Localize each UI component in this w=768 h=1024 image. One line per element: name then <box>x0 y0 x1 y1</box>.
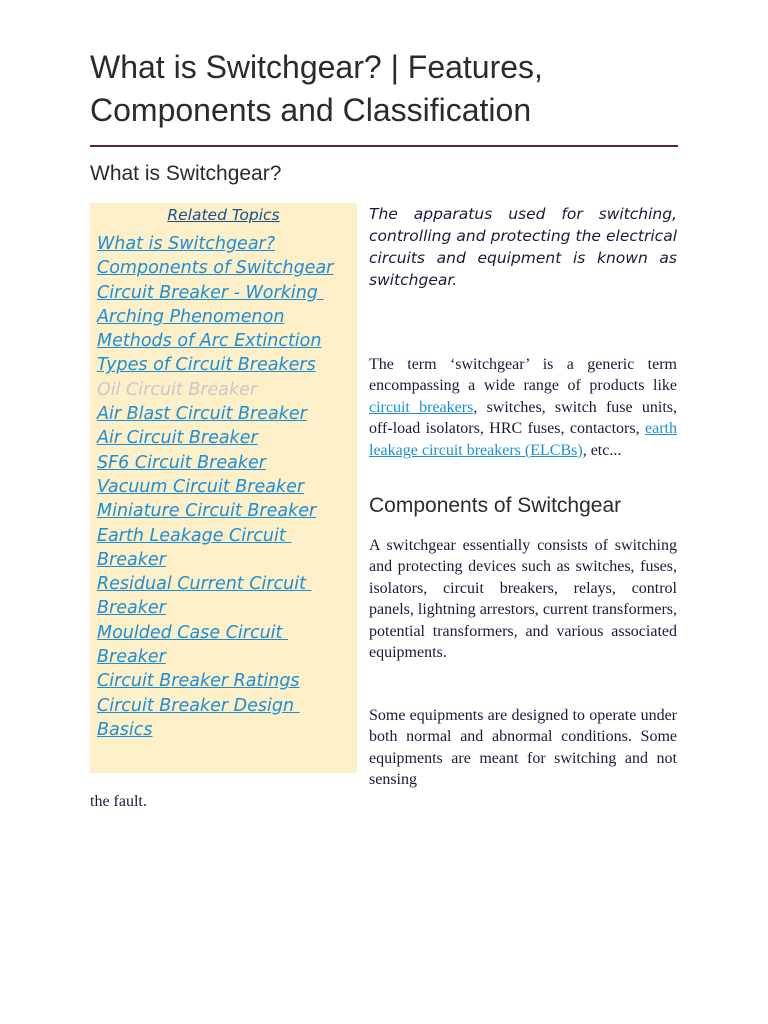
related-link-circuit-breaker-working[interactable]: Circuit Breaker - Working <box>97 282 324 303</box>
related-link-what-is-switchgear[interactable]: What is Switchgear? <box>97 234 276 254</box>
related-link-methods-of-arc-extinction[interactable]: Methods of Arc Extinction <box>97 331 322 352</box>
term-text-end: , etc... <box>582 441 622 459</box>
related-link-moulded-case-circuit-breaker[interactable]: Moulded Case Circuit Breaker <box>97 622 283 668</box>
term-text-middle: , switches, switch fuse units, off-load isolators, HRC fuses, contactors, <box>369 398 677 438</box>
components-paragraph: A switchgear essentially consists of switching and protecting devices such as switches, fuses, isolators, circuit breakers, relays, control panels, lightning arrestors, current transformers, potential transformers, and various associated equipments. <box>369 537 677 662</box>
term-text-start: The term ‘switchgear’ is a generic term encompassing a wide range of products like <box>369 356 677 395</box>
related-link-circuit-breaker-design-basics[interactable]: Circuit Breaker Design Basics <box>97 695 295 740</box>
related-topics-heading[interactable]: Related Topics <box>167 206 280 224</box>
related-link-sf6-circuit-breaker[interactable]: SF6 Circuit Breaker <box>97 452 266 473</box>
equipment-paragraph: Some equipments are designed to operate under both normal and abnormal conditions. Some equipments are meant for switching and not sensing <box>369 707 677 789</box>
related-link-oil-circuit-breaker: Oil Circuit Breaker <box>97 379 258 400</box>
term-paragraph <box>369 354 677 461</box>
components-heading: Components of Switchgear <box>369 494 622 517</box>
related-link-components-of-switchgear[interactable]: Components of Switchgear <box>97 258 334 279</box>
section-heading: What is Switchgear? <box>90 162 282 185</box>
related-link-arching-phenomenon[interactable]: Arching Phenomenon <box>97 306 285 327</box>
related-link-earth-leakage-circuit-breaker[interactable]: Earth Leakage Circuit Breaker <box>97 525 286 570</box>
intro-paragraph: The apparatus used for switching, controlling and protecting the electrical circuits and equipment is known as switchgear. <box>369 205 677 289</box>
title-divider <box>90 145 678 147</box>
page-title: What is Switchgear? | Features, Components and Classification <box>90 49 543 128</box>
related-link-circuit-breaker-ratings[interactable]: Circuit Breaker Ratings <box>97 671 300 692</box>
related-topics-list <box>97 232 357 742</box>
related-topics-box <box>90 203 357 773</box>
related-link-air-blast-circuit-breaker[interactable]: Air Blast Circuit Breaker <box>97 404 307 425</box>
elcb-link[interactable]: earth leakage circuit breakers (ELCBs) <box>369 420 677 459</box>
related-link-vacuum-circuit-breaker[interactable]: Vacuum Circuit Breaker <box>97 476 305 497</box>
equipment-paragraph-continuation: the fault. <box>90 793 147 810</box>
related-link-miniature-circuit-breaker[interactable]: Miniature Circuit Breaker <box>97 501 317 522</box>
related-link-air-circuit-breaker[interactable]: Air Circuit Breaker <box>97 428 258 449</box>
related-link-types-of-circuit-breakers[interactable]: Types of Circuit Breakers <box>97 355 316 376</box>
circuit-breakers-link[interactable]: circuit breakers <box>369 398 474 416</box>
related-link-residual-current-circuit-breaker[interactable]: Residual Current Circuit Breaker <box>97 574 306 619</box>
